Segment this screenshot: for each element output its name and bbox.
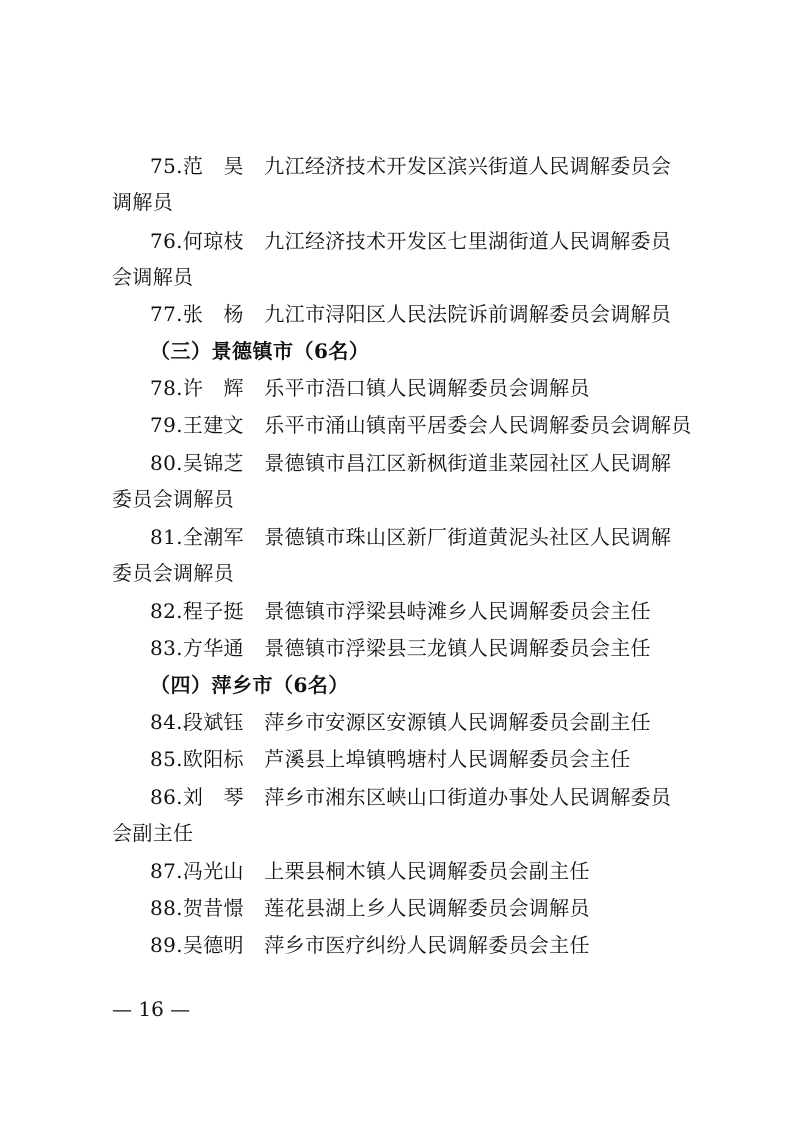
entry-83: 83.方华通 景德镇市浮梁县三龙镇人民调解委员会主任 (150, 636, 651, 660)
entry-75: 75.范 昊 九江经济技术开发区滨兴街道人民调解委员会 (150, 154, 672, 178)
section-heading-pingxiang: （四）萍乡市（6名） (150, 673, 349, 697)
page-number: — 16 — (112, 997, 191, 1021)
entry-86: 86.刘 琴 萍乡市湘东区峡山口街道办事处人民调解委员 (150, 785, 672, 809)
entry-84: 84.段斌钰 萍乡市安源区安源镇人民调解委员会副主任 (150, 710, 651, 734)
entry-88: 88.贺昔憬 莲花县湖上乡人民调解委员会调解员 (150, 896, 590, 920)
entry-81-continuation: 委员会调解员 (112, 561, 235, 585)
section-heading-jingdezhen: （三）景德镇市（6名） (150, 339, 370, 363)
entry-81: 81.全潮军 景德镇市珠山区新厂街道黄泥头社区人民调解 (150, 525, 672, 549)
entry-87: 87.冯光山 上栗县桐木镇人民调解委员会副主任 (150, 859, 590, 883)
entry-77: 77.张 杨 九江市浔阳区人民法院诉前调解委员会调解员 (150, 302, 672, 326)
entry-78: 78.许 辉 乐平市浯口镇人民调解委员会调解员 (150, 376, 590, 400)
entry-85: 85.欧阳标 芦溪县上埠镇鸭塘村人民调解委员会主任 (150, 747, 631, 771)
entry-82: 82.程子挺 景德镇市浮梁县峙滩乡人民调解委员会主任 (150, 599, 651, 623)
entry-75-continuation: 调解员 (112, 190, 174, 214)
entry-76-continuation: 会调解员 (112, 265, 194, 289)
entry-80: 80.吴锦芝 景德镇市昌江区新枫街道韭菜园社区人民调解 (150, 451, 672, 475)
entry-89: 89.吴德明 萍乡市医疗纠纷人民调解委员会主任 (150, 933, 590, 957)
entry-79: 79.王建文 乐平市涌山镇南平居委会人民调解委员会调解员 (150, 413, 692, 437)
entry-86-continuation: 会副主任 (112, 821, 194, 845)
entry-80-continuation: 委员会调解员 (112, 487, 235, 511)
entry-76: 76.何琼枝 九江经济技术开发区七里湖街道人民调解委员 (150, 229, 672, 253)
